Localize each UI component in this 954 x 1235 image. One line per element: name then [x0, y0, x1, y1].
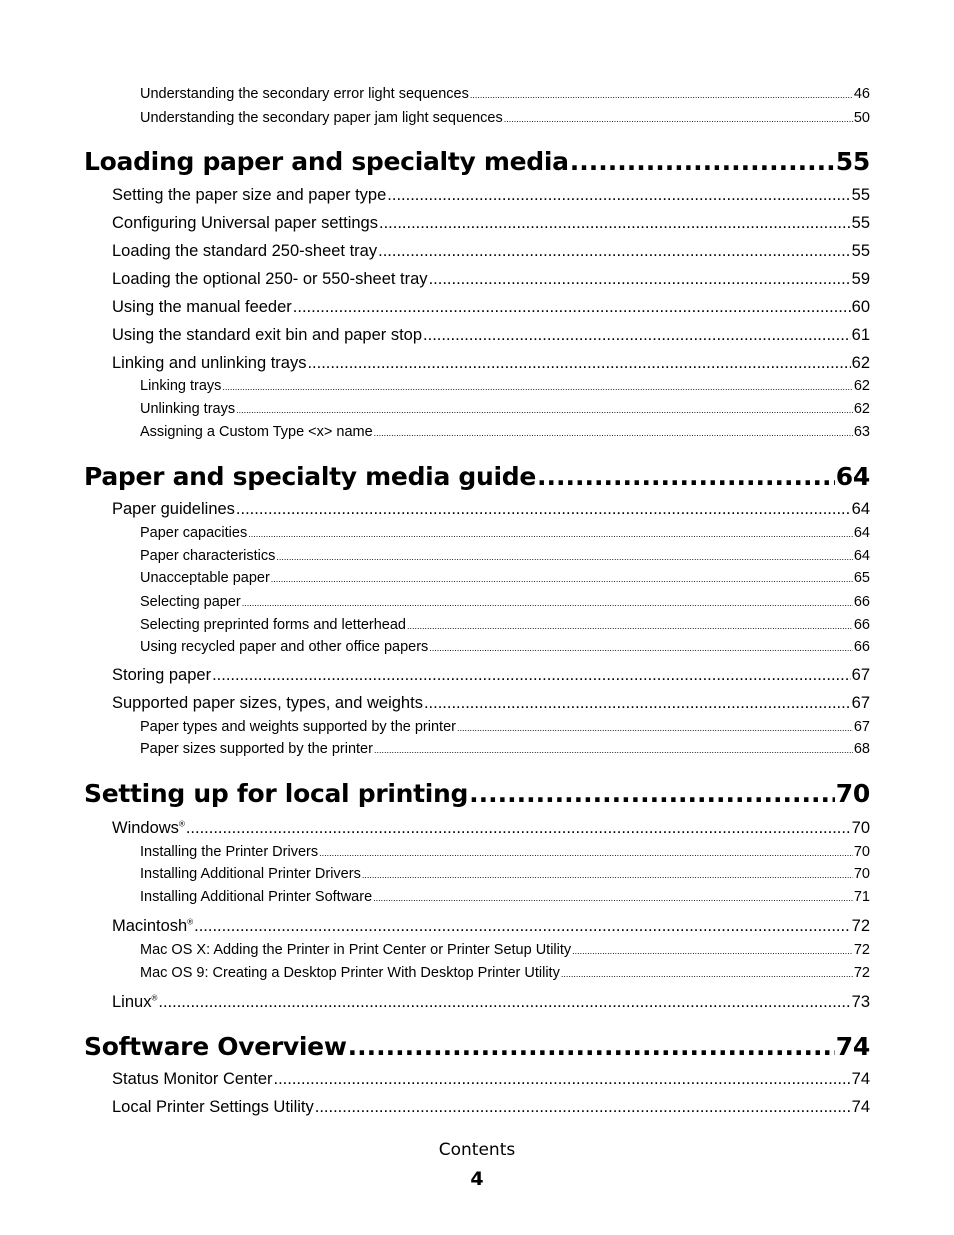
toc-entry[interactable] [140, 525, 870, 541]
toc-section[interactable] [112, 1070, 870, 1089]
toc-section[interactable] [112, 186, 870, 205]
toc-section-page: 74 [851, 1098, 870, 1116]
toc-entry[interactable] [140, 844, 870, 860]
footer-page-number: 4 [470, 1168, 484, 1190]
toc-section-title: Setting the paper size and paper type [112, 186, 387, 204]
toc-section[interactable] [112, 298, 870, 317]
toc-section-title-text: Macintosh [112, 917, 188, 935]
toc-section-page: 55 [851, 242, 870, 260]
toc-section[interactable] [112, 1098, 870, 1117]
toc-entry[interactable] [140, 424, 870, 440]
toc-chapter-page: 70 [835, 779, 870, 808]
toc-section-title: Local Printer Settings Utility [112, 1098, 314, 1116]
toc-entry-title: Unacceptable paper [140, 570, 270, 586]
toc-section-page: 64 [851, 500, 870, 518]
dot-leader [457, 723, 853, 733]
toc-entry-page: 66 [853, 639, 870, 655]
footer-label: Contents [438, 1140, 516, 1160]
toc-section-page: 61 [851, 326, 870, 344]
toc-entry[interactable] [140, 965, 870, 981]
toc-entry-page: 46 [853, 86, 870, 102]
dot-leader [222, 382, 852, 392]
toc-entry-title: Paper types and weights supported by the printer [140, 719, 456, 735]
toc-section-title: Supported paper sizes, types, and weights [112, 694, 423, 712]
toc-section[interactable] [112, 819, 870, 838]
dot-leader [348, 1032, 835, 1061]
toc-section-page: 55 [851, 214, 870, 232]
toc-entry-page: 62 [853, 401, 870, 417]
dot-leader [561, 969, 853, 979]
toc-entry[interactable] [140, 86, 870, 102]
toc-section[interactable] [112, 354, 870, 373]
toc-entry[interactable] [140, 866, 870, 882]
toc-entry-page: 66 [853, 594, 870, 610]
registered-mark: ® [151, 993, 158, 1003]
toc-entry-title: Paper sizes supported by the printer [140, 741, 373, 757]
dot-leader [387, 186, 850, 205]
toc-section-title: Linking and unlinking trays [112, 354, 307, 372]
toc-entry-page: 71 [853, 889, 870, 905]
toc-chapter[interactable] [84, 147, 870, 176]
toc-section-title [112, 993, 157, 1012]
dot-leader [469, 779, 835, 808]
dot-leader [236, 405, 853, 415]
dot-leader [271, 574, 853, 584]
toc-section-title [112, 819, 185, 838]
toc-entry-page: 64 [853, 548, 870, 564]
toc-entry[interactable] [140, 594, 870, 610]
dot-leader [158, 993, 850, 1012]
toc-chapter[interactable] [84, 1032, 870, 1061]
dot-leader [429, 270, 851, 289]
toc-section-title: Loading the optional 250- or 550-sheet tray [112, 270, 428, 288]
toc-section-page: 73 [851, 993, 870, 1011]
toc-section-title-text: Windows [112, 819, 179, 837]
dot-leader [470, 90, 853, 100]
toc-entry[interactable] [140, 942, 870, 958]
dot-leader [379, 214, 851, 233]
toc-entry-title: Paper capacities [140, 525, 248, 541]
toc-entry[interactable] [140, 741, 870, 757]
toc-section-title: Loading the standard 250-sheet tray [112, 242, 378, 260]
toc-entry-title: Installing Additional Printer Drivers [140, 866, 361, 882]
toc-section[interactable] [112, 214, 870, 233]
dot-leader [378, 242, 851, 261]
toc-chapter-page: 74 [835, 1032, 870, 1061]
dot-leader [374, 745, 853, 755]
toc-entry[interactable] [140, 889, 870, 905]
toc-entry-page: 67 [853, 719, 870, 735]
dot-leader [570, 147, 835, 176]
dot-leader [274, 1070, 851, 1089]
registered-mark: ® [178, 819, 185, 829]
dot-leader [319, 848, 853, 858]
toc-entry-title: Using recycled paper and other office papers [140, 639, 429, 655]
toc-section-page: 55 [851, 186, 870, 204]
dot-leader [307, 354, 850, 373]
toc-entry[interactable] [140, 617, 870, 633]
toc-section[interactable] [112, 666, 870, 685]
toc-chapter-title: Loading paper and specialty media [84, 147, 569, 176]
toc-entry[interactable] [140, 719, 870, 735]
dot-leader [212, 666, 851, 685]
dot-leader [423, 326, 851, 345]
toc-entry-title: Selecting preprinted forms and letterhead [140, 617, 406, 633]
toc-chapter[interactable] [84, 779, 870, 808]
toc-entry-page: 72 [853, 965, 870, 981]
toc-entry-page: 70 [853, 844, 870, 860]
toc-section-page: 67 [851, 666, 870, 684]
registered-mark: ® [187, 917, 194, 927]
toc-entry[interactable] [140, 110, 870, 126]
dot-leader [248, 529, 853, 539]
toc-entry[interactable] [140, 548, 870, 564]
toc-entry-title: Mac OS X: Adding the Printer in Print Center or Printer Setup Utility [140, 942, 572, 958]
toc-section[interactable] [112, 500, 870, 519]
toc-section-title: Status Monitor Center [112, 1070, 273, 1088]
toc-section-page: 60 [851, 298, 870, 316]
toc-entry[interactable] [140, 570, 870, 586]
toc-section[interactable] [112, 993, 870, 1012]
dot-leader [537, 462, 835, 491]
toc-entry-title: Linking trays [140, 378, 222, 394]
toc-entry[interactable] [140, 378, 870, 394]
dot-leader [315, 1098, 851, 1117]
toc-section-page: 62 [851, 354, 870, 372]
toc-entry-title: Installing Additional Printer Software [140, 889, 373, 905]
toc-section[interactable] [112, 270, 870, 289]
toc-entry-title: Mac OS 9: Creating a Desktop Printer With Desktop Printer Utility [140, 965, 560, 981]
toc-section-title: Storing paper [112, 666, 212, 684]
toc-entry-page: 68 [853, 741, 870, 757]
toc-entry-page: 50 [853, 110, 870, 126]
dot-leader [186, 819, 851, 838]
toc-entry-title: Selecting paper [140, 594, 241, 610]
toc-chapter-page: 55 [835, 147, 870, 176]
toc-entry-page: 66 [853, 617, 870, 633]
toc-section-title: Paper guidelines [112, 500, 235, 518]
toc-entry-title: Unlinking trays [140, 401, 236, 417]
toc-chapter-title: Paper and specialty media guide [84, 462, 537, 491]
dot-leader [504, 114, 853, 124]
toc-section-page: 59 [851, 270, 870, 288]
dot-leader [236, 500, 851, 519]
toc-chapter-title: Setting up for local printing [84, 779, 469, 808]
dot-leader [194, 917, 851, 936]
toc-section-title: Using the manual feeder [112, 298, 292, 316]
toc-entry-title: Understanding the secondary paper jam light sequences [140, 110, 503, 126]
toc-section-page: 67 [851, 694, 870, 712]
toc-section-page: 72 [851, 917, 870, 935]
toc-entry-page: 72 [853, 942, 870, 958]
dot-leader [374, 428, 853, 438]
toc-entry-title: Assigning a Custom Type <x> name [140, 424, 373, 440]
toc-entry-page: 70 [853, 866, 870, 882]
dot-leader [429, 643, 853, 653]
toc-entry-title: Paper characteristics [140, 548, 276, 564]
toc-section[interactable] [112, 242, 870, 261]
toc-entry-title: Understanding the secondary error light sequences [140, 86, 469, 102]
toc-entry-title: Installing the Printer Drivers [140, 844, 319, 860]
toc-chapter-title: Software Overview [84, 1032, 347, 1061]
toc-section[interactable] [112, 917, 870, 936]
toc-section[interactable] [112, 326, 870, 345]
toc-section-page: 74 [851, 1070, 870, 1088]
toc-section-title [112, 917, 193, 936]
toc-entry[interactable] [140, 639, 870, 655]
dot-leader [407, 621, 853, 631]
toc-section-page: 70 [851, 819, 870, 837]
dot-leader [373, 893, 853, 903]
toc-section-title-text: Linux [112, 993, 152, 1011]
dot-leader [276, 552, 852, 562]
dot-leader [572, 946, 853, 956]
toc-section-title: Using the standard exit bin and paper stop [112, 326, 423, 344]
toc-chapter-page: 64 [835, 462, 870, 491]
dot-leader [424, 694, 851, 713]
toc-entry[interactable] [140, 401, 870, 417]
dot-leader [362, 870, 853, 880]
toc-entry-page: 62 [853, 378, 870, 394]
toc-section-title: Configuring Universal paper settings [112, 214, 378, 232]
dot-leader [242, 598, 853, 608]
dot-leader [293, 298, 851, 317]
toc-entry-page: 64 [853, 525, 870, 541]
toc-chapter[interactable] [84, 462, 870, 491]
toc-entry-page: 63 [853, 424, 870, 440]
toc-section[interactable] [112, 694, 870, 713]
toc-entry-page: 65 [853, 570, 870, 586]
